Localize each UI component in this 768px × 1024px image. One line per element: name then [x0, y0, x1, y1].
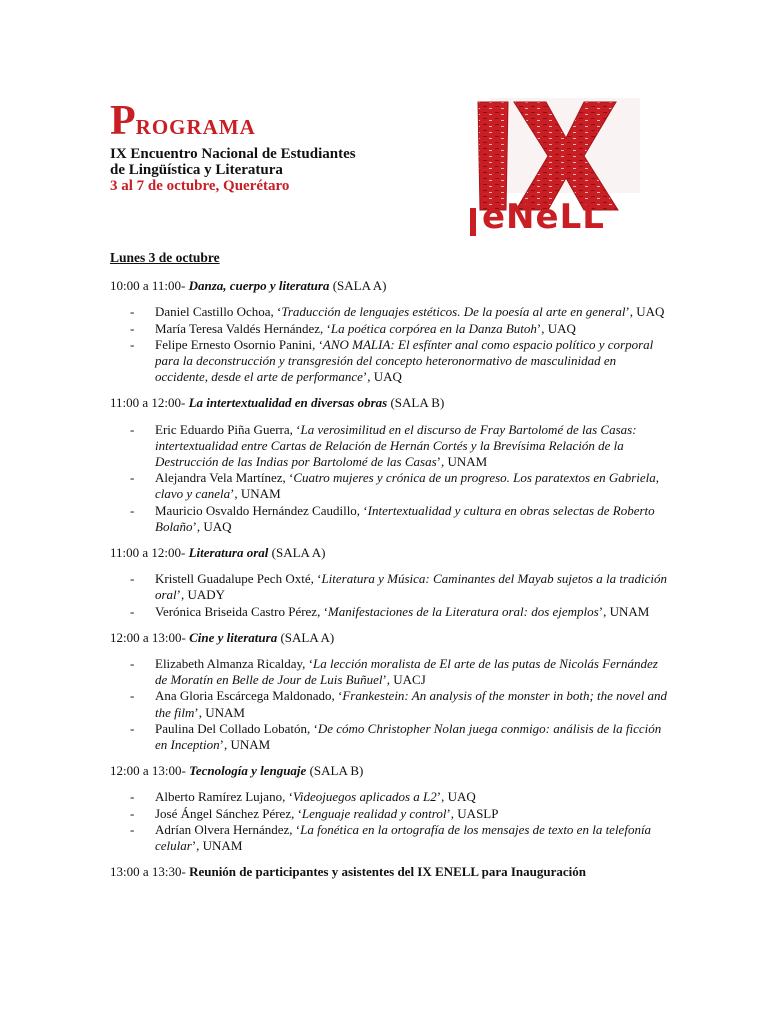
day-heading: Lunes 3 de octubre	[110, 250, 220, 265]
event-name-line1: IX Encuentro Nacional de Estudiantes	[110, 146, 356, 162]
talk-affiliation: ’, UASLP	[446, 805, 499, 821]
talk-item	[110, 321, 670, 337]
talk-item	[110, 721, 670, 753]
talk-item	[110, 337, 670, 386]
talk-title: De cómo Christopher Nolan juega conmigo: análisis de la ficción en Inception	[155, 720, 662, 753]
bullet-dash: -	[130, 421, 135, 437]
session-heading	[110, 545, 670, 561]
talk-affiliation: ’, UAQ	[436, 789, 476, 805]
talk-title: Intertextualidad y cultura en obras selectas de Roberto Bolaño	[155, 502, 655, 534]
session-room: (SALA A)	[277, 629, 335, 645]
session-title: La intertextualidad en diversas obras	[188, 395, 388, 411]
final-session-title: Reunión de participantes y asistentes del IX ENELL para Inauguración	[189, 864, 586, 880]
talk-item	[110, 688, 670, 720]
session-time: 12:00 a 13:00-	[110, 763, 190, 779]
bullet-dash: -	[130, 502, 135, 518]
session-title: Tecnología y lenguaje	[189, 763, 307, 779]
talk-title: La poética corpórea en la Danza Butoh	[330, 320, 537, 336]
talk-list	[110, 789, 670, 854]
talk-author: Elizabeth Almanza Ricalday, ‘	[155, 656, 313, 672]
session-room: (SALA A)	[329, 278, 387, 294]
program-content	[110, 250, 670, 881]
session-heading	[110, 278, 670, 294]
talk-title: ANO MALIA: El esfínter anal como espacio político y corporal para la deconstrucción y transgresión del concepto heteronormativo de masculinidad en occidente, desde el arte de performance	[155, 336, 654, 385]
talk-affiliation: ’, UAQ	[192, 518, 232, 534]
talk-affiliation: ’, UNAM	[191, 838, 243, 854]
talk-author: Ana Gloria Escárcega Maldonado, ‘	[155, 688, 343, 704]
talk-author: Felipe Ernesto Osornio Panini, ‘	[155, 336, 323, 352]
talk-author: María Teresa Valdés Hernández, ‘	[155, 320, 331, 336]
session-title: Danza, cuerpo y literatura	[188, 278, 330, 294]
session-room: (SALA A)	[268, 545, 326, 561]
talk-affiliation: ’, UACJ	[382, 672, 426, 688]
talk-title: Traducción de lenguajes estéticos. De la poesía al arte en general	[281, 304, 626, 320]
event-dates: 3 al 7 de octubre, Querétaro	[110, 178, 290, 194]
talk-affiliation: ’, UAQ	[536, 320, 576, 336]
enell-logo-word: eNeLL	[482, 197, 605, 237]
talk-list	[110, 422, 670, 535]
session-time: 10:00 a 11:00-	[110, 278, 189, 294]
talk-title: La verosimilitud en el discurso de Fray Bartolomé de las Casas: intertextualidad entre Cartas de Relación de Hernán Cortés y la Brevísima Relación de la Destrucción de las Indias por Bartolomé de las Casas	[155, 421, 637, 470]
talk-affiliation: ’, UADY	[176, 587, 226, 603]
talk-item	[110, 822, 670, 854]
enell-logo	[470, 98, 648, 238]
talk-item	[110, 470, 670, 502]
talk-item	[110, 503, 670, 535]
talk-author: Paulina Del Collado Lobatón, ‘	[155, 720, 318, 736]
talk-list	[110, 304, 670, 385]
session-heading	[110, 630, 670, 646]
session-title: Literatura oral	[188, 545, 269, 561]
talk-affiliation: ’, UAQ	[625, 304, 665, 320]
program-title-rest: ROGRAMA	[135, 115, 256, 139]
talk-title: Manifestaciones de la Literatura oral: dos ejemplos	[327, 603, 599, 619]
talk-author: José Ángel Sánchez Pérez, ‘	[155, 805, 302, 821]
program-title-initial: P	[110, 98, 136, 144]
talk-author: Alejandra Vela Martínez, ‘	[155, 470, 294, 486]
talk-item	[110, 604, 670, 620]
talk-author: Eric Eduardo Piña Guerra, ‘	[155, 421, 301, 437]
session-time: 11:00 a 12:00-	[110, 545, 189, 561]
talk-title: La lección moralista de El arte de las putas de Nicolás Fernández de Moratín en Belle de Jour de Luis Buñuel	[155, 656, 658, 688]
session-room: (SALA B)	[387, 395, 445, 411]
header	[110, 100, 460, 194]
session-time: 12:00 a 13:00-	[110, 629, 190, 645]
talk-item	[110, 806, 670, 822]
bullet-dash: -	[130, 688, 135, 704]
bullet-dash: -	[130, 720, 135, 736]
bullet-dash: -	[130, 789, 135, 805]
talk-affiliation: ’, UNAM	[598, 603, 650, 619]
talk-title: Lenguaje realidad y control	[301, 805, 447, 821]
session-heading	[110, 763, 670, 779]
bullet-dash: -	[130, 571, 135, 587]
session-room: (SALA B)	[306, 763, 364, 779]
talk-item	[110, 571, 670, 603]
bullet-dash: -	[130, 304, 135, 320]
talk-title: Frankestein: An analysis of the monster in both; the novel and the film	[155, 688, 668, 720]
talk-item	[110, 789, 670, 805]
bullet-dash: -	[130, 336, 135, 352]
sessions-list	[110, 278, 670, 854]
talk-list	[110, 656, 670, 753]
talk-affiliation: ’, UAQ	[362, 369, 402, 385]
talk-affiliation: ’, UNAM	[436, 454, 488, 470]
talk-author: Adrían Olvera Hernández, ‘	[155, 821, 301, 837]
talk-title: Cuatro mujeres y crónica de un progreso. Los paratextos en Gabriela, clavo y canela	[155, 470, 660, 502]
talk-author: Daniel Castillo Ochoa, ‘	[155, 304, 282, 320]
program-title	[110, 100, 460, 142]
talk-item	[110, 304, 670, 320]
final-session	[110, 864, 670, 880]
bullet-dash: -	[130, 656, 135, 672]
session-time: 11:00 a 12:00-	[110, 395, 189, 411]
final-session-time: 13:00 a 13:30-	[110, 864, 190, 880]
talk-author: Alberto Ramírez Lujano, ‘	[155, 789, 293, 805]
talk-affiliation: ’, UNAM	[230, 486, 281, 502]
talk-affiliation: ’, UNAM	[194, 704, 245, 720]
session-heading	[110, 395, 670, 411]
talk-author: Verónica Briseida Castro Pérez, ‘	[155, 603, 328, 619]
talk-title: La fonética en la ortografía de los mensajes de texto en la telefonía celular	[155, 821, 652, 854]
talk-title: Literatura y Música: Caminantes del Mayab sujetos a la tradición oral	[155, 571, 667, 603]
bullet-dash: -	[130, 603, 135, 619]
bullet-dash: -	[130, 805, 135, 821]
session-title: Cine y literatura	[189, 629, 278, 645]
talk-affiliation: ’, UNAM	[219, 737, 271, 753]
talk-item	[110, 656, 670, 688]
bullet-dash: -	[130, 320, 135, 336]
talk-author: Mauricio Osvaldo Hernández Caudillo, ‘	[155, 502, 368, 518]
talk-list	[110, 571, 670, 620]
event-name-line2: de Lingüística y Literatura	[110, 162, 283, 178]
talk-author: Kristell Guadalupe Pech Oxté, ‘	[155, 571, 322, 587]
talk-item	[110, 422, 670, 471]
bullet-dash: -	[130, 470, 135, 486]
talk-title: Videojuegos aplicados a L2	[292, 789, 437, 805]
bullet-dash: -	[130, 821, 135, 837]
